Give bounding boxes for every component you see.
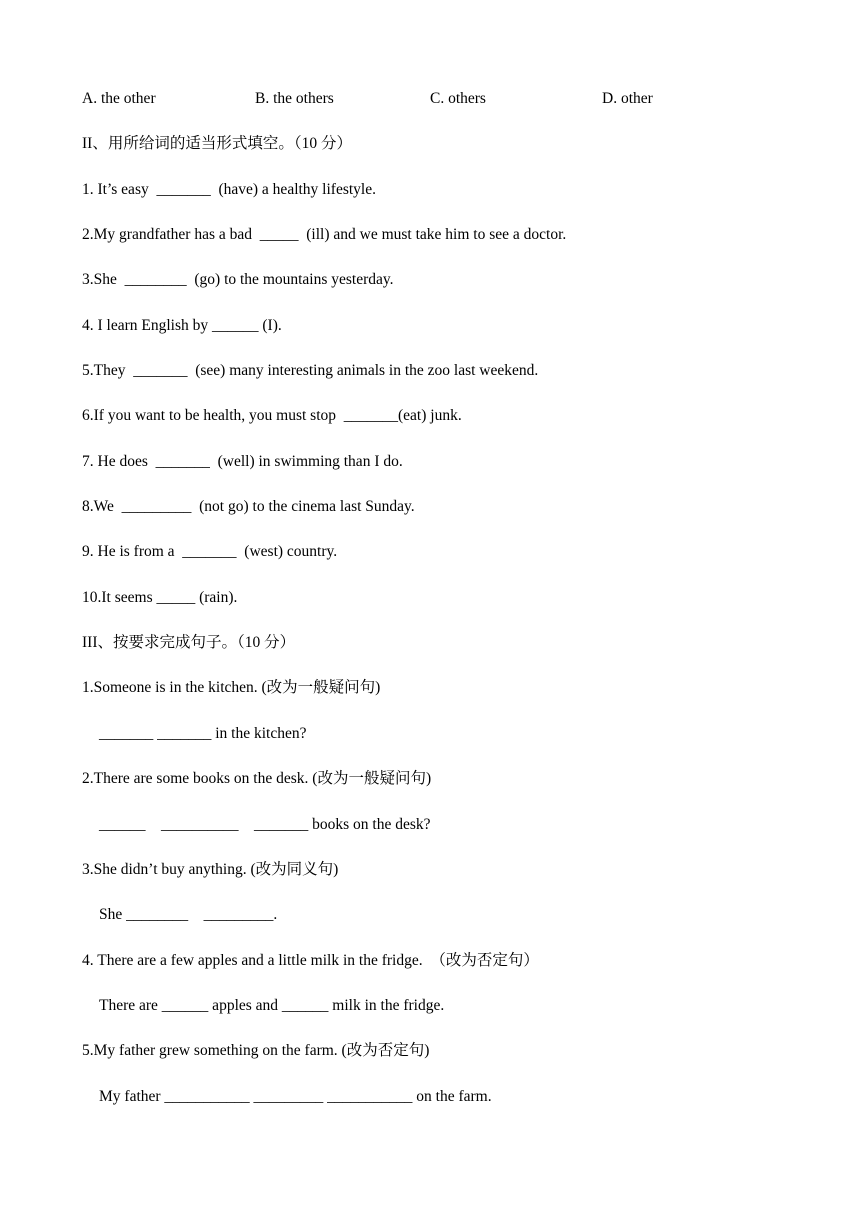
rewrite-answer-line: _______ _______ in the kitchen? bbox=[99, 725, 307, 742]
option-c: C. others bbox=[430, 90, 486, 107]
fill-blank-item: 3.She ________ (go) to the mountains yesterday. bbox=[82, 271, 394, 288]
option-d: D. other bbox=[602, 90, 653, 107]
fill-blank-item: 8.We _________ (not go) to the cinema last Sunday. bbox=[82, 498, 415, 515]
fill-blank-item: 9. He is from a _______ (west) country. bbox=[82, 543, 338, 560]
rewrite-question: 2.There are some books on the desk. (改为一般疑问句) bbox=[82, 770, 432, 787]
section-3-heading: III、按要求完成句子。（10 分） bbox=[82, 634, 296, 651]
fill-blank-item: 10.It seems _____ (rain). bbox=[82, 589, 238, 606]
fill-blank-item: 2.My grandfather has a bad _____ (ill) and we must take him to see a doctor. bbox=[82, 226, 567, 243]
rewrite-answer-line: She ________ _________. bbox=[99, 906, 278, 923]
section-2-heading: II、用所给词的适当形式填空。（10 分） bbox=[82, 135, 352, 152]
rewrite-question: 3.She didn’t buy anything. (改为同义句) bbox=[82, 861, 339, 878]
fill-blank-item: 4. I learn English by ______ (I). bbox=[82, 317, 282, 334]
rewrite-answer-line: ______ __________ _______ books on the desk? bbox=[99, 816, 431, 833]
rewrite-answer-line: My father ___________ _________ ___________ on the farm. bbox=[99, 1088, 492, 1105]
rewrite-question: 5.My father grew something on the farm. (改为否定句) bbox=[82, 1042, 430, 1059]
fill-blank-item: 5.They _______ (see) many interesting animals in the zoo last weekend. bbox=[82, 362, 539, 379]
rewrite-question: 4. There are a few apples and a little milk in the fridge. （改为否定句） bbox=[82, 952, 539, 969]
option-b: B. the others bbox=[255, 90, 334, 107]
fill-blank-item: 7. He does _______ (well) in swimming than I do. bbox=[82, 453, 403, 470]
option-a: A. the other bbox=[82, 90, 156, 107]
rewrite-answer-line: There are ______ apples and ______ milk in the fridge. bbox=[99, 997, 445, 1014]
fill-blank-item: 6.If you want to be health, you must stop _______(eat) junk. bbox=[82, 407, 462, 424]
fill-blank-item: 1. It’s easy _______ (have) a healthy lifestyle. bbox=[82, 181, 376, 198]
rewrite-question: 1.Someone is in the kitchen. (改为一般疑问句) bbox=[82, 679, 381, 696]
